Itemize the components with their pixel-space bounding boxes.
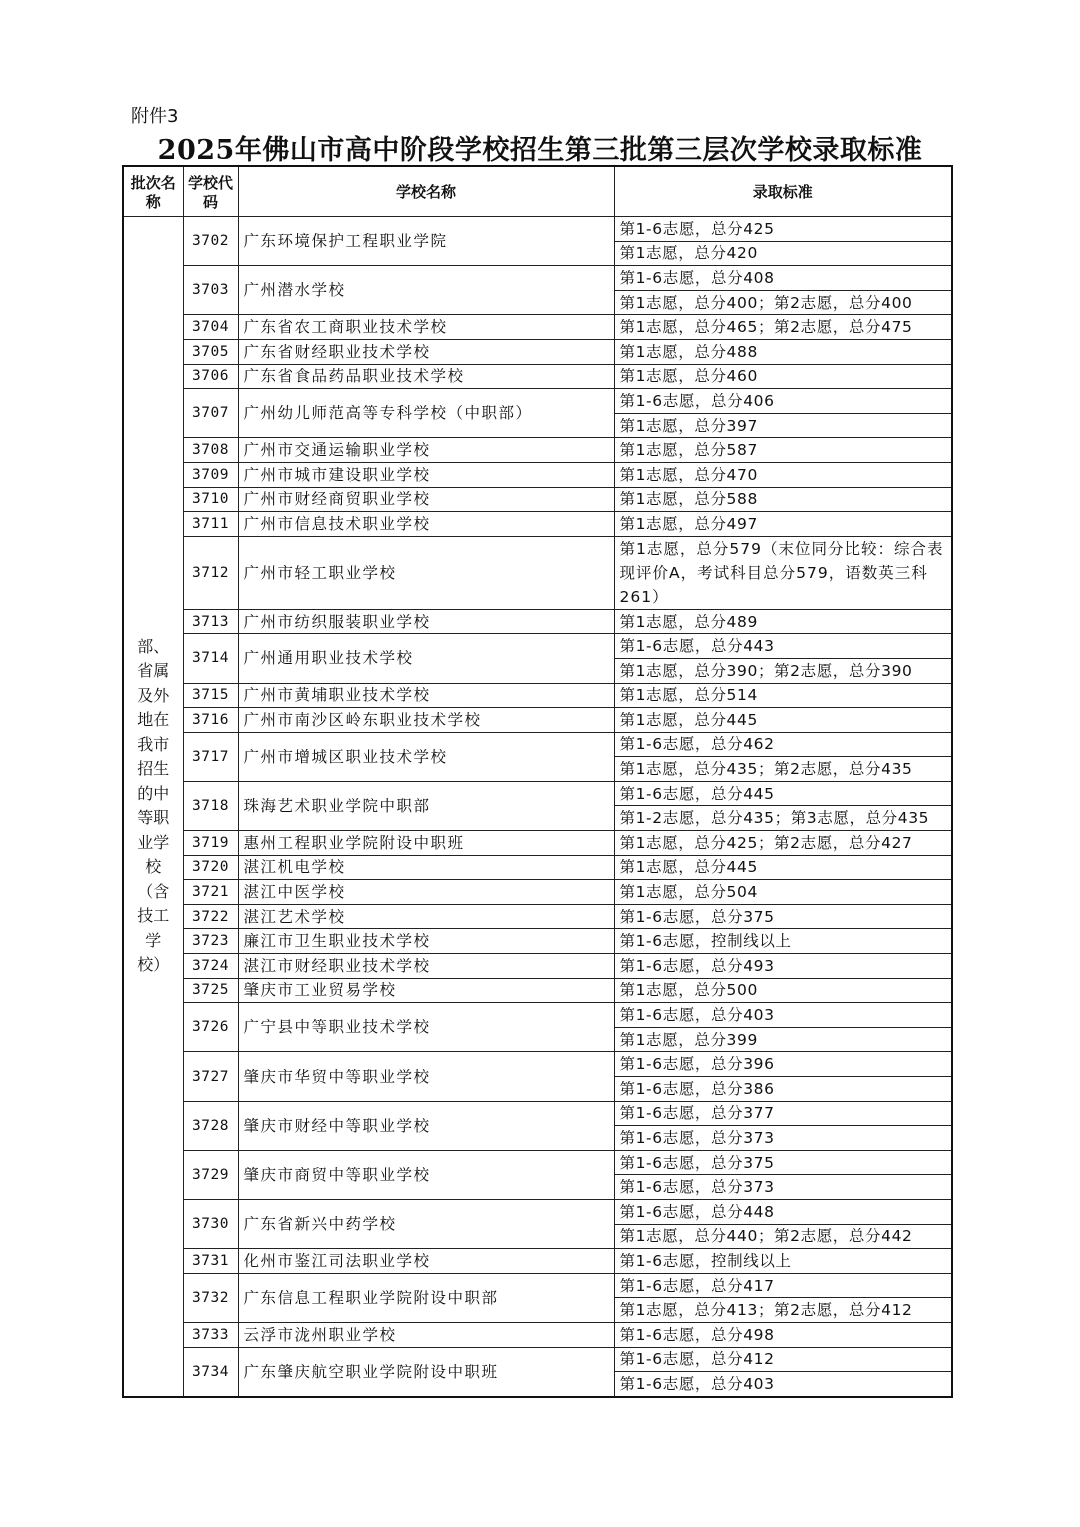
school-name-cell: 广东省财经职业技术学校 — [238, 339, 614, 364]
admission-criteria-cell: 第1志愿，总分497 — [614, 512, 952, 537]
school-name-cell: 广州市财经商贸职业学校 — [238, 487, 614, 512]
admission-criteria-cell: 第1志愿，总分425；第2志愿，总分427 — [614, 831, 952, 856]
school-name-cell: 广东信息工程职业学院附设中职部 — [238, 1273, 614, 1322]
admission-criteria-cell: 第1志愿，总分470 — [614, 462, 952, 487]
school-code-cell: 3723 — [183, 929, 238, 954]
school-code-cell: 3733 — [183, 1322, 238, 1347]
school-name-cell: 广宁县中等职业技术学校 — [238, 1003, 614, 1052]
school-name-cell: 广东省新兴中药学校 — [238, 1199, 614, 1248]
table-row — [123, 364, 952, 389]
batch-name-cell: 部、省属及外地在我市招生的中等职业学校（含技工学校） — [123, 217, 183, 1397]
school-name-cell: 珠海艺术职业学院中职部 — [238, 781, 614, 830]
school-name-cell: 广东省食品药品职业技术学校 — [238, 364, 614, 389]
school-code-cell: 3732 — [183, 1273, 238, 1322]
table-row — [123, 683, 952, 708]
table-row — [123, 954, 952, 979]
table-row — [123, 1101, 952, 1126]
admission-criteria-cell: 第1志愿，总分465；第2志愿，总分475 — [614, 315, 952, 340]
attachment-label: 附件3 — [131, 106, 179, 127]
table-row — [123, 708, 952, 733]
table-row — [123, 929, 952, 954]
school-code-cell: 3710 — [183, 487, 238, 512]
school-code-cell: 3708 — [183, 438, 238, 463]
school-code-cell: 3728 — [183, 1101, 238, 1150]
school-code-cell: 3712 — [183, 536, 238, 609]
admission-criteria-cell: 第1-6志愿，总分373 — [614, 1126, 952, 1151]
school-code-cell: 3717 — [183, 732, 238, 781]
admission-criteria-cell: 第1志愿，总分397 — [614, 413, 952, 438]
table-row — [123, 781, 952, 806]
table-row — [123, 487, 952, 512]
school-code-cell: 3706 — [183, 364, 238, 389]
school-code-cell: 3702 — [183, 217, 238, 266]
admission-criteria-cell: 第1-6志愿，总分412 — [614, 1347, 952, 1372]
school-code-cell: 3713 — [183, 609, 238, 634]
admission-criteria-cell: 第1-6志愿，总分425 — [614, 217, 952, 242]
school-name-cell: 化州市鉴江司法职业学校 — [238, 1249, 614, 1274]
admission-criteria-cell: 第1志愿，总分420 — [614, 241, 952, 266]
school-code-cell: 3725 — [183, 978, 238, 1003]
admission-criteria-cell: 第1-6志愿，控制线以上 — [614, 929, 952, 954]
admission-criteria-cell: 第1-6志愿，总分373 — [614, 1175, 952, 1200]
table-row — [123, 1322, 952, 1347]
table-row — [123, 389, 952, 414]
table-row — [123, 536, 952, 609]
header-batch: 批次名称 — [123, 166, 183, 217]
table-row — [123, 732, 952, 757]
admission-criteria-cell: 第1志愿，总分460 — [614, 364, 952, 389]
school-name-cell: 云浮市泷州职业学校 — [238, 1322, 614, 1347]
school-code-cell: 3715 — [183, 683, 238, 708]
admission-criteria-cell: 第1志愿，总分445 — [614, 855, 952, 880]
admission-criteria-cell: 第1志愿，总分588 — [614, 487, 952, 512]
school-code-cell: 3719 — [183, 831, 238, 856]
school-name-cell: 广州市城市建设职业学校 — [238, 462, 614, 487]
school-code-cell: 3730 — [183, 1199, 238, 1248]
admission-criteria-cell: 第1-6志愿，总分403 — [614, 1372, 952, 1397]
admission-criteria-cell: 第1-6志愿，总分377 — [614, 1101, 952, 1126]
table-row — [123, 831, 952, 856]
school-code-cell: 3731 — [183, 1249, 238, 1274]
admission-criteria-cell: 第1志愿，总分440；第2志愿，总分442 — [614, 1224, 952, 1249]
table-row — [123, 1150, 952, 1175]
school-name-cell: 廉江市卫生职业技术学校 — [238, 929, 614, 954]
school-name-cell: 广东省农工商职业技术学校 — [238, 315, 614, 340]
page-title: 2025年佛山市高中阶段学校招生第三批第三层次学校录取标准 — [157, 135, 923, 166]
admission-standards-table — [122, 165, 953, 1398]
school-name-cell: 广州幼儿师范高等专科学校（中职部） — [238, 389, 614, 438]
school-code-cell: 3727 — [183, 1052, 238, 1101]
admission-criteria-cell: 第1-6志愿，总分386 — [614, 1077, 952, 1102]
table-row — [123, 217, 952, 242]
table-row — [123, 904, 952, 929]
school-name-cell: 湛江中医学校 — [238, 880, 614, 905]
school-name-cell: 肇庆市财经中等职业学校 — [238, 1101, 614, 1150]
school-name-cell: 广东环境保护工程职业学院 — [238, 217, 614, 266]
admission-criteria-cell: 第1-6志愿，总分448 — [614, 1199, 952, 1224]
school-name-cell: 广州市南沙区岭东职业技术学校 — [238, 708, 614, 733]
table-row — [123, 855, 952, 880]
school-code-cell: 3703 — [183, 266, 238, 315]
admission-criteria-cell: 第1志愿，总分504 — [614, 880, 952, 905]
admission-criteria-cell: 第1志愿，总分500 — [614, 978, 952, 1003]
admission-criteria-cell: 第1志愿，总分399 — [614, 1027, 952, 1052]
school-code-cell: 3721 — [183, 880, 238, 905]
school-code-cell: 3720 — [183, 855, 238, 880]
table-row — [123, 315, 952, 340]
table-row — [123, 1249, 952, 1274]
admission-criteria-cell: 第1志愿，总分435；第2志愿，总分435 — [614, 757, 952, 782]
admission-criteria-cell: 第1-2志愿，总分435；第3志愿，总分435 — [614, 806, 952, 831]
table-row — [123, 266, 952, 291]
school-name-cell: 广州市交通运输职业学校 — [238, 438, 614, 463]
school-name-cell: 广州市信息技术职业学校 — [238, 512, 614, 537]
school-name-cell: 肇庆市工业贸易学校 — [238, 978, 614, 1003]
school-code-cell: 3722 — [183, 904, 238, 929]
school-name-cell: 广州通用职业技术学校 — [238, 634, 614, 683]
school-code-cell: 3726 — [183, 1003, 238, 1052]
table-row — [123, 1003, 952, 1028]
school-name-cell: 肇庆市商贸中等职业学校 — [238, 1150, 614, 1199]
school-code-cell: 3704 — [183, 315, 238, 340]
school-code-cell: 3711 — [183, 512, 238, 537]
admission-criteria-cell: 第1志愿，总分514 — [614, 683, 952, 708]
admission-criteria-cell: 第1-6志愿，总分375 — [614, 1150, 952, 1175]
table-row — [123, 634, 952, 659]
school-name-cell: 肇庆市华贸中等职业学校 — [238, 1052, 614, 1101]
school-name-cell: 广州潜水学校 — [238, 266, 614, 315]
table-row — [123, 438, 952, 463]
table-row — [123, 880, 952, 905]
header-code: 学校代码 — [183, 166, 238, 217]
admission-criteria-cell: 第1志愿，总分489 — [614, 609, 952, 634]
school-code-cell: 3714 — [183, 634, 238, 683]
admission-criteria-cell: 第1-6志愿，总分375 — [614, 904, 952, 929]
school-code-cell: 3734 — [183, 1347, 238, 1397]
school-code-cell: 3707 — [183, 389, 238, 438]
admission-criteria-cell: 第1-6志愿，总分498 — [614, 1322, 952, 1347]
table-row — [123, 978, 952, 1003]
admission-criteria-cell: 第1-6志愿，总分493 — [614, 954, 952, 979]
school-code-cell: 3724 — [183, 954, 238, 979]
admission-criteria-cell: 第1志愿，总分390；第2志愿，总分390 — [614, 658, 952, 683]
school-name-cell: 广州市增城区职业技术学校 — [238, 732, 614, 781]
school-name-cell: 广州市轻工职业学校 — [238, 536, 614, 609]
table-row — [123, 609, 952, 634]
admission-criteria-cell: 第1志愿，总分488 — [614, 339, 952, 364]
admission-criteria-cell: 第1志愿，总分579（末位同分比较：综合表现评价A，考试科目总分579，语数英三科261） — [614, 536, 952, 609]
school-name-cell: 广东肇庆航空职业学院附设中职班 — [238, 1347, 614, 1397]
table-row — [123, 1052, 952, 1077]
table-row — [123, 512, 952, 537]
admission-criteria-cell: 第1志愿，总分400；第2志愿，总分400 — [614, 290, 952, 315]
admission-criteria-cell: 第1志愿，总分445 — [614, 708, 952, 733]
admission-criteria-cell: 第1-6志愿，总分403 — [614, 1003, 952, 1028]
table-row — [123, 462, 952, 487]
table-header-row — [123, 166, 952, 217]
header-criteria: 录取标准 — [614, 166, 952, 217]
table-row — [123, 339, 952, 364]
table-row — [123, 1347, 952, 1372]
school-name-cell: 湛江机电学校 — [238, 855, 614, 880]
admission-criteria-cell: 第1志愿，总分413；第2志愿，总分412 — [614, 1298, 952, 1323]
school-name-cell: 广州市纺织服装职业学校 — [238, 609, 614, 634]
header-school: 学校名称 — [238, 166, 614, 217]
admission-criteria-cell: 第1-6志愿，总分462 — [614, 732, 952, 757]
school-code-cell: 3716 — [183, 708, 238, 733]
school-name-cell: 湛江市财经职业技术学校 — [238, 954, 614, 979]
school-code-cell: 3705 — [183, 339, 238, 364]
school-code-cell: 3718 — [183, 781, 238, 830]
admission-criteria-cell: 第1-6志愿，控制线以上 — [614, 1249, 952, 1274]
table-row — [123, 1199, 952, 1224]
admission-criteria-cell: 第1-6志愿，总分445 — [614, 781, 952, 806]
school-name-cell: 惠州工程职业学院附设中职班 — [238, 831, 614, 856]
school-code-cell: 3709 — [183, 462, 238, 487]
school-code-cell: 3729 — [183, 1150, 238, 1199]
admission-criteria-cell: 第1-6志愿，总分443 — [614, 634, 952, 659]
school-name-cell: 广州市黄埔职业技术学校 — [238, 683, 614, 708]
admission-criteria-cell: 第1志愿，总分587 — [614, 438, 952, 463]
school-name-cell: 湛江艺术学校 — [238, 904, 614, 929]
admission-criteria-cell: 第1-6志愿，总分406 — [614, 389, 952, 414]
admission-criteria-cell: 第1-6志愿，总分396 — [614, 1052, 952, 1077]
admission-criteria-cell: 第1-6志愿，总分408 — [614, 266, 952, 291]
admission-criteria-cell: 第1-6志愿，总分417 — [614, 1273, 952, 1298]
table-row — [123, 1273, 952, 1298]
